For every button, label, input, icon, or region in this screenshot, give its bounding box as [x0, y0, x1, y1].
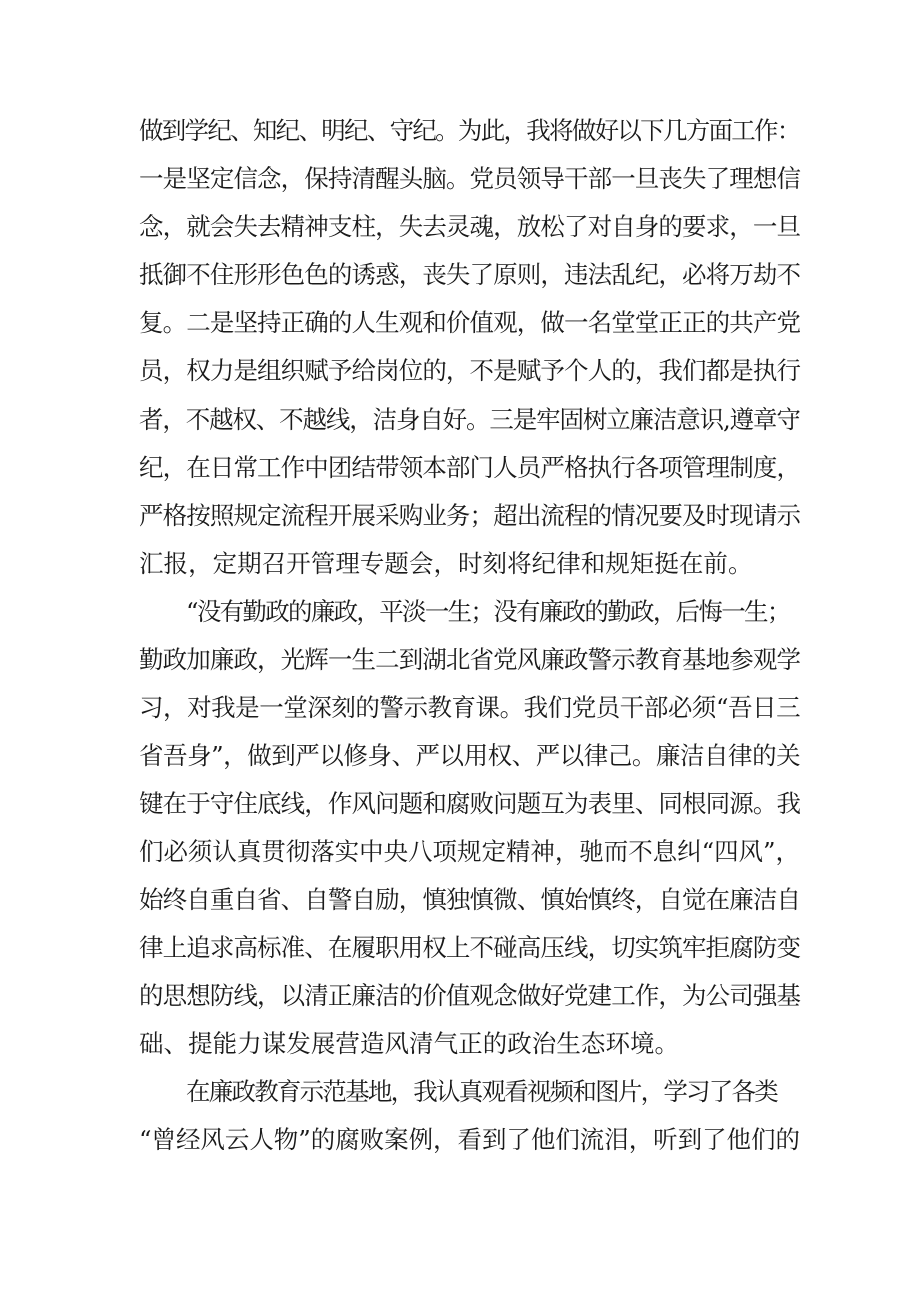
- paragraph-1-line-9: 严格按照规定流程开展采购业务；超出流程的情况要及时现请示: [139, 501, 801, 530]
- paragraph-2-line-2: 勤政加廉政，光辉一生二到湖北省党风廉政警示教育基地参观学: [139, 645, 801, 674]
- paragraph-3-line-2: “曾经风云人物”的腐败案例，看到了他们流泪，听到了他们的: [139, 1125, 800, 1154]
- paragraph-1-line-10: 汇报，定期召开管理专题会，时刻将纪律和规矩挺在前。: [139, 549, 753, 578]
- paragraph-2-line-7: 始终自重自省、自警自励，慎独慎微、慎始慎终，自觉在廉洁自: [139, 885, 801, 914]
- paragraph-3-line-1: 在廉政教育示范基地，我认真观看视频和图片，学习了各类: [186, 1077, 777, 1106]
- paragraph-2-line-4: 省吾身”，做到严以修身、严以用权、严以律己。廉洁自律的关: [139, 741, 801, 770]
- paragraph-2-line-6: 们必须认真贯彻落实中央八项规定精神，驰而不息纠“四风”，: [139, 837, 800, 866]
- paragraph-1-line-2: 一是坚定信念，保持清醒头脑。党员领导干部一旦丧失了理想信: [139, 164, 801, 193]
- paragraph-2-line-5: 键在于守住底线，作风问题和腐败问题互为表里、同根同源。我: [139, 789, 801, 818]
- paragraph-2-line-10: 础、提能力谋发展营造风清气正的政治生态环境。: [139, 1029, 680, 1058]
- paragraph-2-line-1: “没有勤政的廉政，平淡一生；没有廉政的勤政，后悔一生；: [186, 597, 790, 626]
- paragraph-2-line-3: 习，对我是一堂深刻的警示教育课。我们党员干部必须“吾日三: [139, 693, 801, 722]
- paragraph-2-line-8: 律上追求高标准、在履职用权上不碰高压线，切实筑牢拒腐防变: [139, 933, 801, 962]
- paragraph-1-line-1: 做到学纪、知纪、明纪、守纪。为此，我将做好以下几方面工作：: [139, 116, 800, 145]
- paragraph-1-line-3: 念，就会失去精神支柱，失去灵魂，放松了对自身的要求，一旦: [139, 212, 801, 241]
- paragraph-1-line-4: 抵御不住形形色色的诱惑，丧失了原则，违法乱纪，必将万劫不: [139, 260, 801, 289]
- paragraph-1-line-7: 者，不越权、不越线，洁身自好。三是牢固树立廉洁意识,遵章守: [139, 405, 800, 434]
- paragraph-1-line-5: 复。二是坚持正确的人生观和价值观，做一名堂堂正正的共产党: [139, 308, 801, 337]
- paragraph-1-line-8: 纪，在日常工作中团结带领本部门人员严格执行各项管理制度，: [139, 453, 801, 482]
- paragraph-2-line-9: 的思想防线，以清正廉洁的价值观念做好党建工作，为公司强基: [139, 981, 801, 1010]
- paragraph-1-line-6: 员，权力是组织赋予给岗位的，不是赋予个人的，我们都是执行: [139, 356, 801, 385]
